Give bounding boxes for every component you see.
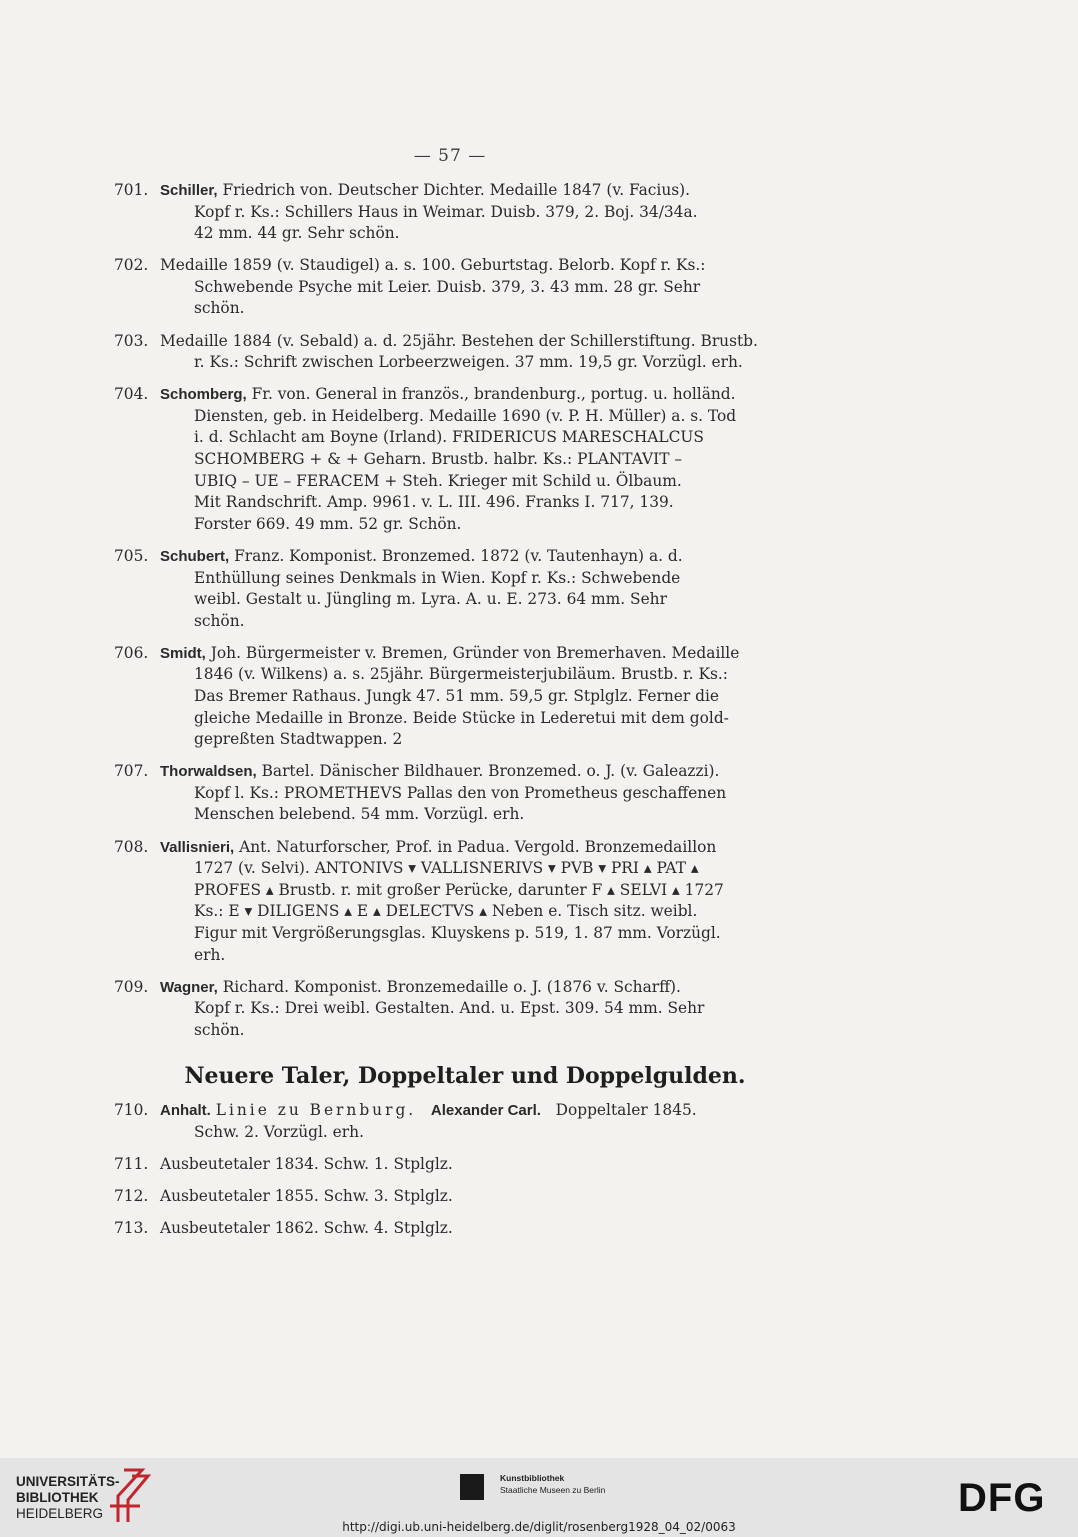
entry-text: Medaille 1884 (v. Sebald) a. d. 25jähr. Bestehen der Schillerstiftung. Brustb. bbox=[160, 331, 758, 350]
entry-line: Kopf l. Ks.: PROMETHEVS Pallas den von Prometheus geschaffenen bbox=[194, 783, 727, 802]
entry-text: Medaille 1859 (v. Staudigel) a. s. 100. Geburtstag. Belorb. Kopf r. Ks.: bbox=[160, 256, 706, 275]
entry-number: 703. bbox=[114, 331, 149, 350]
kb-line-1: Kunstbibliothek bbox=[500, 1473, 565, 1483]
permalink-url[interactable]: http://digi.ub.uni-heidelberg.de/diglit/rosenberg1928_04_02/0063 bbox=[342, 1520, 736, 1534]
entry-line: schön. bbox=[194, 611, 245, 630]
entry-text: Ausbeutetaler 1855. Schw. 3. Stplglz. bbox=[160, 1186, 453, 1205]
entry-line: schön. bbox=[194, 299, 245, 318]
entry-line bbox=[160, 255, 812, 277]
entry-line bbox=[160, 643, 812, 665]
entry-text: Bartel. Dänischer Bildhauer. Bronzemed. o. J. (v. Galeazzi). bbox=[261, 762, 720, 781]
catalog-entry bbox=[112, 643, 812, 751]
entry-name: Anhalt. bbox=[160, 1102, 211, 1119]
entry-text: Richard. Komponist. Bronzemedaille o. J. (1876 v. Scharff). bbox=[222, 977, 681, 996]
entry-line: Menschen belebend. 54 mm. Vorzügl. erh. bbox=[194, 805, 525, 824]
entry-line: i. d. Schlacht am Boyne (Irland). FRIDERICUS MARESCHALCUS bbox=[194, 428, 704, 447]
entry-line: UBIQ – UE – FERACEM + Steh. Krieger mit Schild u. Ölbaum. bbox=[194, 471, 682, 490]
entry-name: Schubert, bbox=[160, 547, 230, 565]
entry-line: Kopf r. Ks.: Drei weibl. Gestalten. And. u. Epst. 309. 54 mm. Sehr bbox=[194, 999, 705, 1018]
entry-line: Forster 669. 49 mm. 52 gr. Schön. bbox=[194, 514, 462, 533]
entry-line: Ks.: E ▾ DILIGENS ▴ E ▴ DELECTVS ▴ Neben e. Tisch sitz. weibl. bbox=[194, 902, 698, 921]
entry-line: 1727 (v. Selvi). ANTONIVS ▾ VALLISNERIVS ▾ PVB ▾ PRI ▴ PAT ▴ bbox=[194, 859, 699, 878]
entry-number: 708. bbox=[114, 837, 149, 856]
entry-number: 707. bbox=[114, 762, 149, 781]
catalog-entry bbox=[112, 180, 812, 245]
entry-line bbox=[160, 977, 812, 999]
entry-name: Schomberg, bbox=[160, 386, 247, 404]
entry-number: 711. bbox=[114, 1154, 149, 1173]
entry-line: erh. bbox=[194, 945, 226, 964]
entry-line: weibl. Gestalt u. Jüngling m. Lyra. A. u. E. 273. 64 mm. Sehr bbox=[194, 590, 667, 609]
university-library-name bbox=[16, 1474, 120, 1522]
catalog-entry bbox=[112, 837, 812, 967]
catalog-entry bbox=[112, 255, 812, 320]
kb-line-2: Staatliche Museen zu Berlin bbox=[500, 1485, 606, 1495]
entry-line bbox=[160, 837, 812, 859]
entry-line bbox=[160, 761, 812, 783]
entry-text: Friedrich von. Deutscher Dichter. Medaille 1847 (v. Facius). bbox=[222, 181, 691, 199]
entry-text: Joh. Bürgermeister v. Bremen, Gründer von Bremerhaven. Medaille bbox=[210, 643, 740, 662]
catalog-entry bbox=[112, 977, 812, 1042]
entry-text: Ausbeutetaler 1862. Schw. 4. Stplglz. bbox=[160, 1218, 453, 1237]
entry-name: Schiller, bbox=[160, 182, 218, 199]
entry-line: Schwebende Psyche mit Leier. Duisb. 379, 3. 43 mm. 28 gr. Sehr bbox=[194, 277, 701, 296]
catalog-entry bbox=[112, 331, 812, 374]
entry-line: Kopf r. Ks.: Schillers Haus in Weimar. Duisb. 379, 2. Boj. 34/34a. bbox=[194, 202, 698, 221]
entry-line: gleiche Medaille in Bronze. Beide Stücke in Lederetui mit dem gold- bbox=[194, 708, 729, 727]
entry-line: r. Ks.: Schrift zwischen Lorbeerzweigen. 37 mm. 19,5 gr. Vorzügl. erh. bbox=[194, 353, 743, 372]
entry-name: Wagner, bbox=[160, 978, 218, 996]
entry-number: 706. bbox=[114, 643, 149, 662]
catalog-entry bbox=[112, 761, 812, 826]
entry-line bbox=[160, 384, 812, 406]
catalog-entry bbox=[112, 1154, 812, 1176]
entry-number: 713. bbox=[114, 1218, 149, 1237]
entry-number: 705. bbox=[114, 546, 149, 565]
entry-line-2: Schw. 2. Vorzügl. erh. bbox=[194, 1122, 364, 1141]
entry-text: Ant. Naturforscher, Prof. in Padua. Vergold. Bronzemedaillon bbox=[239, 837, 717, 856]
entry-number: 702. bbox=[114, 256, 149, 275]
footer-bar bbox=[0, 1458, 1078, 1537]
ub-line-1: UNIVERSITÄTS- bbox=[16, 1474, 120, 1489]
entry-line bbox=[160, 331, 812, 353]
page-number: — 57 — bbox=[413, 146, 487, 166]
entry-name: Vallisnieri, bbox=[160, 838, 235, 856]
entry-text: Franz. Komponist. Bronzemed. 1872 (v. Tautenhayn) a. d. bbox=[234, 546, 683, 565]
entry-line-part: Linie zu Bernburg. bbox=[215, 1101, 417, 1119]
catalog-entry bbox=[112, 384, 812, 535]
entry-line: 42 mm. 44 gr. Sehr schön. bbox=[194, 224, 400, 243]
section-heading: Neuere Taler, Doppeltaler und Doppelgulden. bbox=[184, 1063, 746, 1089]
entry-line: gepreßten Stadtwappen. 2 bbox=[194, 730, 403, 749]
entry-line: Diensten, geb. in Heidelberg. Medaille 1690 (v. P. H. Müller) a. s. Tod bbox=[194, 406, 737, 425]
entry-line: Enthüllung seines Denkmals in Wien. Kopf r. Ks.: Schwebende bbox=[194, 568, 681, 587]
entry-line: SCHOMBERG + & + Geharn. Brustb. halbr. Ks.: PLANTAVIT – bbox=[194, 450, 683, 469]
dfg-logo: DFG bbox=[958, 1476, 1046, 1520]
entry-line bbox=[160, 180, 812, 202]
entry-name: Smidt, bbox=[160, 644, 206, 662]
entry-number: 709. bbox=[114, 977, 149, 996]
entry-ruler: Alexander Carl. bbox=[430, 1102, 541, 1119]
entry-line: Figur mit Vergrößerungsglas. Kluyskens p. 519, 1. 87 mm. Vorzügl. bbox=[194, 923, 721, 942]
ub-line-2: BIBLIOTHEK bbox=[16, 1490, 99, 1505]
entry-number: 710. bbox=[114, 1101, 149, 1119]
entry-number: 712. bbox=[114, 1186, 149, 1205]
kunstbibliothek-logo-icon bbox=[460, 1474, 484, 1500]
simple-entries bbox=[112, 1154, 812, 1240]
entry-text: Ausbeutetaler 1834. Schw. 1. Stplglz. bbox=[160, 1154, 453, 1173]
ub-line-3: HEIDELBERG bbox=[16, 1506, 104, 1521]
entry-line: Das Bremer Rathaus. Jungk 47. 51 mm. 59,5 gr. Stplglz. Ferner die bbox=[194, 686, 719, 705]
catalog-entry bbox=[112, 1186, 812, 1208]
catalog-entries bbox=[112, 180, 812, 1052]
entry-line bbox=[160, 546, 812, 568]
kunstbibliothek-name bbox=[500, 1472, 605, 1496]
entry-rest: Doppeltaler 1845. bbox=[555, 1101, 697, 1119]
entry-line: 1846 (v. Wilkens) a. s. 25jähr. Bürgermeisterjubiläum. Brustb. r. Ks.: bbox=[194, 665, 728, 684]
entry-text: Fr. von. General in französ., brandenburg., portug. u. holländ. bbox=[251, 385, 736, 404]
catalog-entries-section-2 bbox=[112, 1100, 812, 1250]
catalog-entry-710 bbox=[112, 1100, 812, 1143]
entry-number: 704. bbox=[114, 385, 149, 404]
entry-number: 701. bbox=[114, 181, 149, 199]
catalog-entry bbox=[112, 1218, 812, 1240]
entry-name: Thorwaldsen, bbox=[160, 763, 257, 781]
entry-line: PROFES ▴ Brustb. r. mit großer Perücke, darunter F ▴ SELVI ▴ 1727 bbox=[194, 880, 724, 899]
entry-line: Mit Randschrift. Amp. 9961. v. L. III. 496. Franks I. 717, 139. bbox=[194, 493, 674, 512]
entry-line: schön. bbox=[194, 1020, 245, 1039]
catalog-entry bbox=[112, 546, 812, 632]
